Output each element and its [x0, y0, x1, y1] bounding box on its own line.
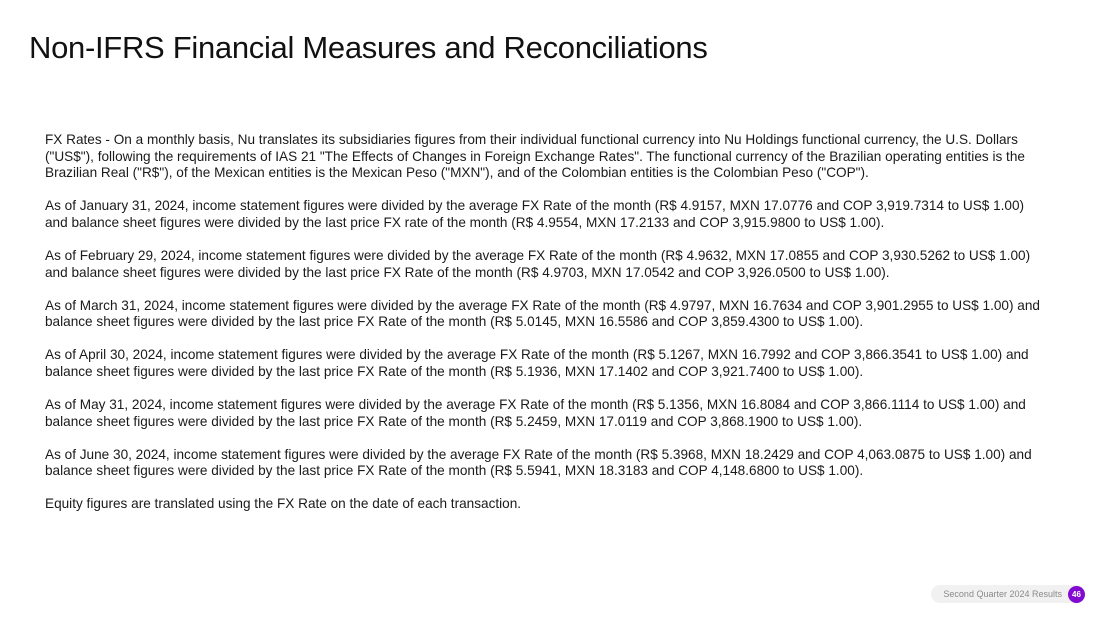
body-text	[45, 132, 1045, 530]
fx-rates-intro-paragraph: FX Rates - On a monthly basis, Nu translates its subsidiaries figures from their individual functional currency into Nu Holdings functional currency, the U.S. Dollars ("US$"), following the requirements of IAS 21 "The Effects of Changes in Foreign Exchange Rates". The functional currency of the Brazilian operating entities is the Brazilian Real ("R$"), of the Mexican entities is the Mexican Peso ("MXN"), and of the Colombian entities is the Colombian Peso ("COP").	[45, 132, 1025, 181]
february-fx-paragraph: As of February 29, 2024, income statement figures were divided by the average FX Rate of the month (R$ 4.9632, MXN 17.0855 and COP 3,930.5262 to US$ 1.00) and balance sheet figures were divided by the last price FX Rate of the month (R$ 4.9703, MXN 17.0542 and COP 3,926.0500 to US$ 1.00).	[45, 247, 1031, 280]
footer	[931, 585, 1085, 603]
page-number-badge: 46	[1068, 586, 1085, 603]
equity-note-paragraph: Equity figures are translated using the FX Rate on the date of each transaction.	[45, 496, 522, 512]
may-fx-paragraph: As of May 31, 2024, income statement figures were divided by the average FX Rate of the month (R$ 5.1356, MXN 16.8084 and COP 3,866.1114 to US$ 1.00) and balance sheet figures were divided by the last price FX Rate of the month (R$ 5.2459, MXN 17.0119 and COP 3,868.1900 to US$ 1.00).	[45, 397, 1026, 429]
january-fx-paragraph: As of January 31, 2024, income statement figures were divided by the average FX Rate of the month (R$ 4.9157, MXN 17.0776 and COP 3,919.7314 to US$ 1.00) and balance sheet figures were divided by the last price FX rate of the month (R$ 4.9554, MXN 17.2133 and COP 3,915.9800 to US$ 1.00).	[45, 198, 1025, 230]
june-fx-paragraph: As of June 30, 2024, income statement figures were divided by the average FX Rate of the month (R$ 5.3968, MXN 18.2429 and COP 4,063.0875 to US$ 1.00) and balance sheet figures were divided by the last price FX Rate of the month (R$ 5.5941, MXN 18.3183 and COP 4,148.6800 to US$ 1.00).	[45, 446, 1032, 479]
page-title: Non-IFRS Financial Measures and Reconciliations	[29, 30, 708, 65]
march-fx-paragraph: As of March 31, 2024, income statement figures were divided by the average FX Rate of the month (R$ 4.9797, MXN 16.7634 and COP 3,901.2955 to US$ 1.00) and balance sheet figures were divided by the last price FX Rate of the month (R$ 5.0145, MXN 16.5586 and COP 3,859.4300 to US$ 1.00).	[45, 297, 1040, 330]
april-fx-paragraph: As of April 30, 2024, income statement figures were divided by the average FX Rate of the month (R$ 5.1267, MXN 16.7992 and COP 3,866.3541 to US$ 1.00) and balance sheet figures were divided by the last price FX Rate of the month (R$ 5.1936, MXN 17.1402 and COP 3,921.7400 to US$ 1.00).	[45, 347, 1029, 379]
footer-label: Second Quarter 2024 Results	[943, 589, 1062, 599]
